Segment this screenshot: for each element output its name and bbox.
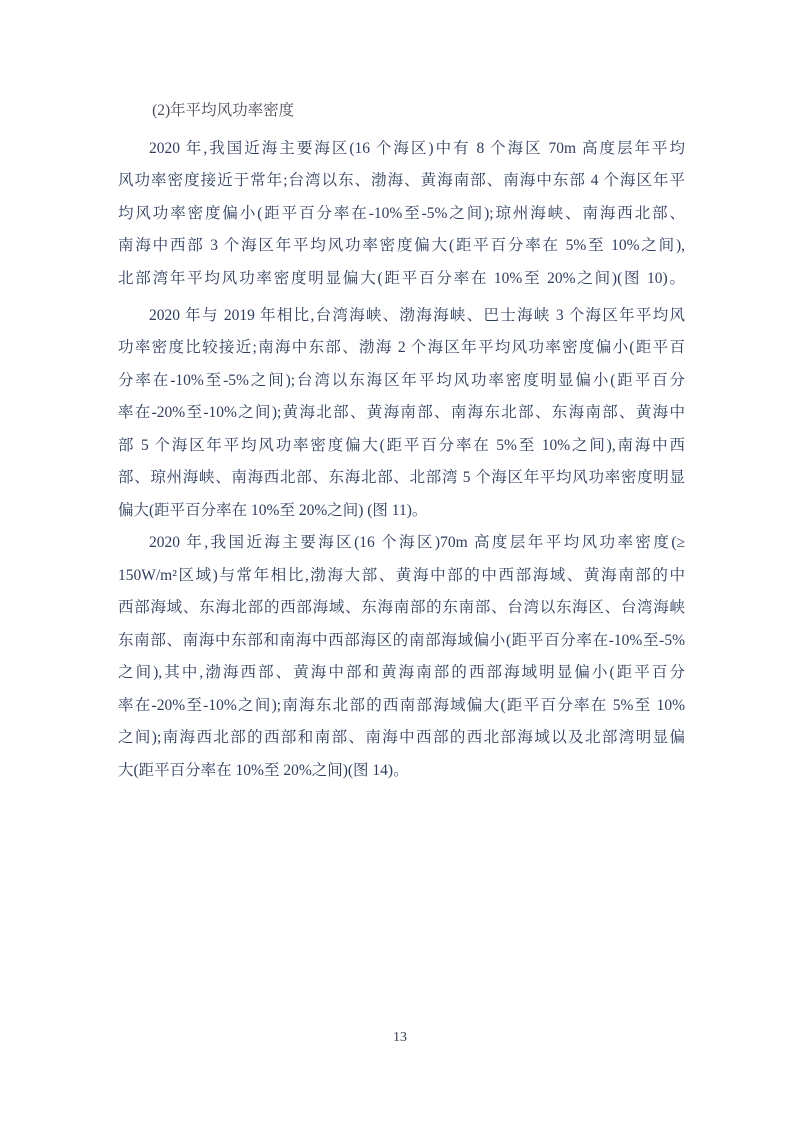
text-line: 部 5 个海区年平均风功率密度偏大(距平百分率在 5%至 10%之间),南海中西	[118, 436, 685, 454]
text-line: 东南部、南海中东部和南海中西部海区的南部海域偏小(距平百分率在-10%至-5%	[118, 631, 685, 649]
paragraph-2020-vs-2019-comparison	[118, 300, 685, 528]
text-line: 西部海域、东海北部的西部海域、东海南部的东南部、台湾以东海区、台湾海峡	[118, 599, 685, 616]
text-line: 2020 年与 2019 年相比,台湾海峡、渤海海峡、巴士海峡 3 个海区年平均风	[149, 306, 685, 324]
text-line: 率在-20%至-10%之间);南海东北部的西南部海域偏大(距平百分率在 5%至 10%	[118, 696, 685, 714]
text-line: 2020 年,我国近海主要海区(16 个海区)70m 高度层年平均风功率密度(≥	[149, 534, 685, 551]
text-line: 风功率密度接近于常年;台湾以东、渤海、黄海南部、南海中东部 4 个海区年平	[118, 172, 685, 189]
text-line: 北部湾年平均风功率密度明显偏大(距平百分率在 10%至 20%之间)(图 10)。	[118, 269, 685, 287]
text-line: 150W/m²区域)与常年相比,渤海大部、黄海中部的中西部海域、黄海南部的中	[118, 566, 685, 584]
text-line: 功率密度比较接近;南海中东部、渤海 2 个海区年平均风功率密度偏小(距平百	[118, 339, 685, 356]
text-line: 2020 年,我国近海主要海区(16 个海区)中有 8 个海区 70m 高度层年平均	[149, 139, 685, 157]
section-heading: (2)年平均风功率密度	[152, 102, 295, 119]
paragraph-density-vs-normal-years	[118, 527, 685, 787]
text-line: 南海中西部 3 个海区年平均风功率密度偏大(距平百分率在 5%至 10%之间),	[118, 237, 685, 254]
text-line: 均风功率密度偏小(距平百分率在-10%至-5%之间);琼州海峡、南海西北部、	[118, 204, 685, 222]
text-line: 率在-20%至-10%之间);黄海北部、黄海南部、南海东北部、东海南部、黄海中	[118, 404, 685, 421]
document-body	[118, 95, 685, 787]
text-line: 大(距平百分率在 10%至 20%之间)(图 14)。	[118, 761, 409, 779]
text-line: 分率在-10%至-5%之间);台湾以东海区年平均风功率密度明显偏小(距平百分	[118, 371, 685, 389]
page-number: 13	[393, 1030, 407, 1045]
text-line: 部、琼州海峡、南海西北部、东海北部、北部湾 5 个海区年平均风功率密度明显	[118, 469, 685, 486]
paragraph-annual-wind-power-density-2020	[118, 133, 685, 296]
text-line: 之间),其中,渤海西部、黄海中部和黄海南部的西部海域明显偏小(距平百分	[118, 664, 685, 681]
text-line: 之间);南海西北部的西部和南部、南海中西部的西北部海域以及北部湾明显偏	[118, 729, 685, 746]
text-line: 偏大(距平百分率在 10%至 20%之间) (图 11)。	[118, 501, 428, 519]
